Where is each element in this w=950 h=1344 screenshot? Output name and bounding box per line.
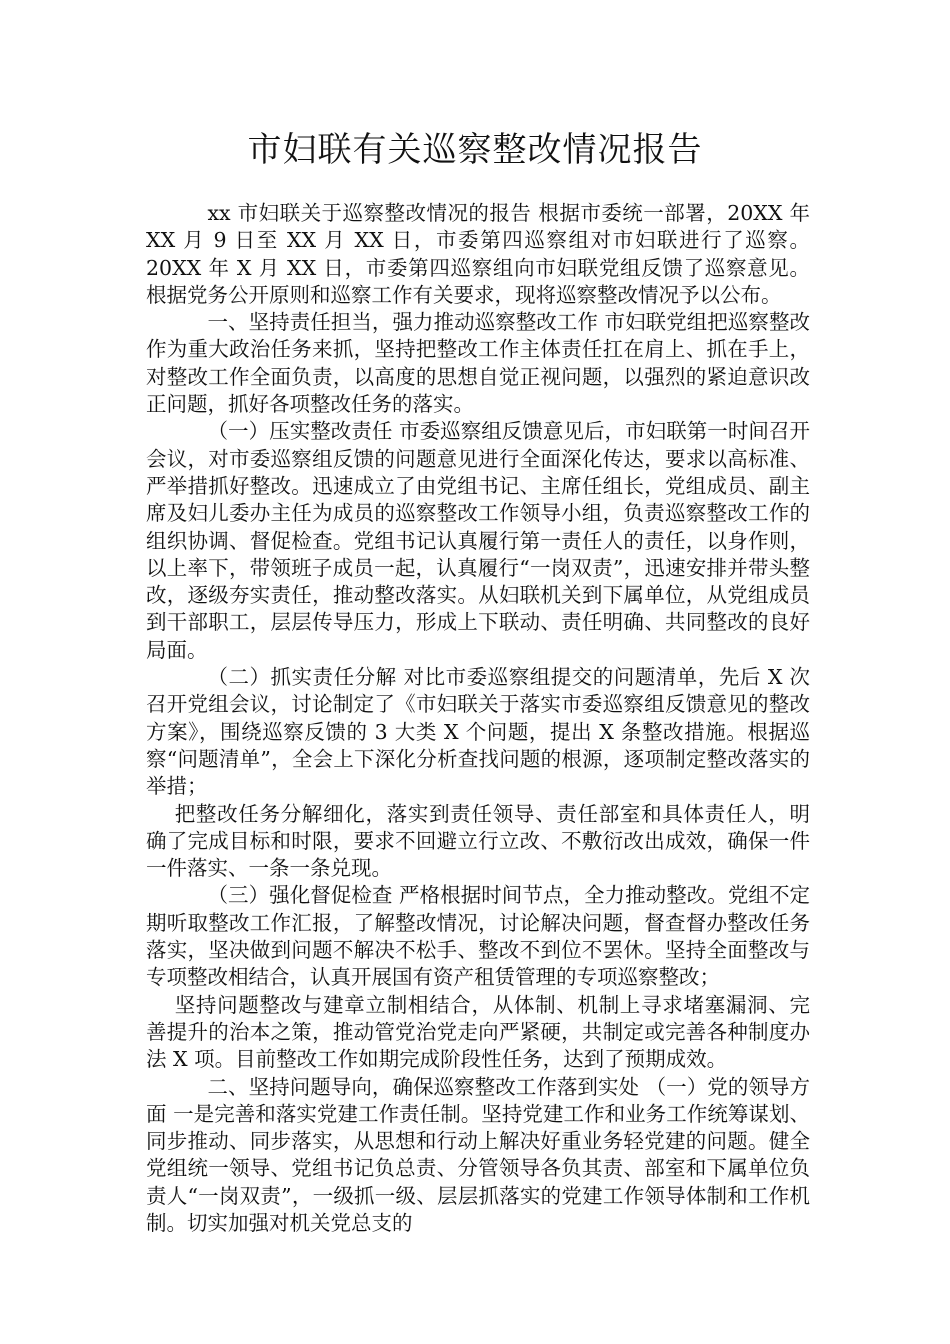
paragraph-intro: [146, 200, 810, 309]
paragraph-text: 把整改任务分解细化，落实到责任领导、责任部室和具体责任人，明确了完成目标和时限，要求不回避立行立改、不敷衍改出成效，确保一件一件落实、一条一条兑现。: [146, 801, 810, 881]
document-body: [146, 200, 810, 1237]
paragraph-subsection-2-continued: [146, 801, 810, 883]
paragraph-subsection-1: [146, 418, 810, 664]
paragraph-subsection-3: [146, 882, 810, 991]
paragraph-lead: 一、坚持责任担当，强力推动巡察整改工作: [207, 310, 598, 335]
paragraph-text: 严格根据时间节点，全力推动整改。党组不定期听取整改工作汇报，了解整改情况，讨论解决问题，督查督办整改任务落实，坚决做到问题不解决不松手、整改不到位不罢休。坚持全面整改与专项整改相结合，认真开展国有资产租赁管理的专项巡察整改；: [146, 883, 811, 990]
paragraph-section-1: [146, 309, 810, 418]
paragraph-lead: 二、坚持问题导向，确保巡察整改工作落到实处: [207, 1074, 640, 1099]
paragraph-lead: （一）压实整改责任: [207, 419, 393, 444]
paragraph-subsection-2: [146, 664, 810, 800]
paragraph-text: 市妇联党组把巡察整改作为重大政治任务来抓，坚持把整改工作主体责任扛在肩上、抓在手上，对整改工作全面负责，以高度的思想自觉正视问题，以强烈的紧迫意识改正问题，抓好各项整改任务的落实。: [146, 310, 810, 417]
paragraph-text: 对比市委巡察组提交的问题清单，先后 X 次召开党组会议，讨论制定了《市妇联关于落实市委巡察组反馈意见的整改方案》，围绕巡察反馈的 3 大类 X 个问题，提出 X 条整改措施。根据巡察“问题清单”，全会上下深化分析查找问题的根源，逐项制定整改落实的举措；: [146, 665, 810, 799]
paragraph-text: 市委巡察组反馈意见后，市妇联第一时间召开会议，对市委巡察组反馈的问题意见进行全面深化传达，要求以高标准、严举措抓好整改。迅速成立了由党组书记、主席任组长，党组成员、副主席及妇儿委办主任为成员的巡察整改工作领导小组，负责巡察整改工作的组织协调、督促检查。党组书记认真履行第一责任人的责任，以身作则，以上率下，带领班子成员一起，认真履行“一岗双责”，迅速安排并带头整改，逐级夯实责任，推动整改落实。从妇联机关到下属单位，从党组成员到干部职工，层层传导压力，形成上下联动、责任明确、共同整改的良好局面。: [146, 419, 811, 662]
paragraph-lead: （二）抓实责任分解: [207, 665, 397, 690]
paragraph-text: 坚持问题整改与建章立制相结合，从体制、机制上寻求堵塞漏洞、完善提升的治本之策，推动管党治党走向严紧硬，共制定或完善各种制度办法 X 项。目前整改工作如期完成阶段性任务，达到了预期成效。: [146, 992, 810, 1072]
paragraph-section-2: [146, 1074, 810, 1238]
paragraph-text: （一）党的领导方面 一是完善和落实党建工作责任制。坚持党建工作和业务工作统筹谋划、同步推动、同步落实，从思想和行动上解决好重业务轻党建的问题。健全党组统一领导、党组书记负总责、分管领导各负其责、部室和下属单位负责人“一岗双责”，一级抓一级、层层抓落实的党建工作领导体制和工作机制。切实加强对机关党总支的: [146, 1074, 810, 1235]
paragraph-text: xx 市妇联关于巡察整改情况的报告 根据市委统一部署，20XX 年 XX 月 9 日至 XX 月 XX 日，市委第四巡察组对市妇联进行了巡察。20XX 年 X 月 XX 日，市委第四巡察组向市妇联党组反馈了巡察意见。根据党务公开原则和巡察工作有关要求，现将巡察整改情况予以公布。: [146, 201, 810, 307]
paragraph-lead: （三）强化督促检查: [207, 883, 393, 908]
paragraph-subsection-3-continued: [146, 992, 810, 1074]
document-title: 市妇联有关巡察整改情况报告: [247, 130, 703, 170]
